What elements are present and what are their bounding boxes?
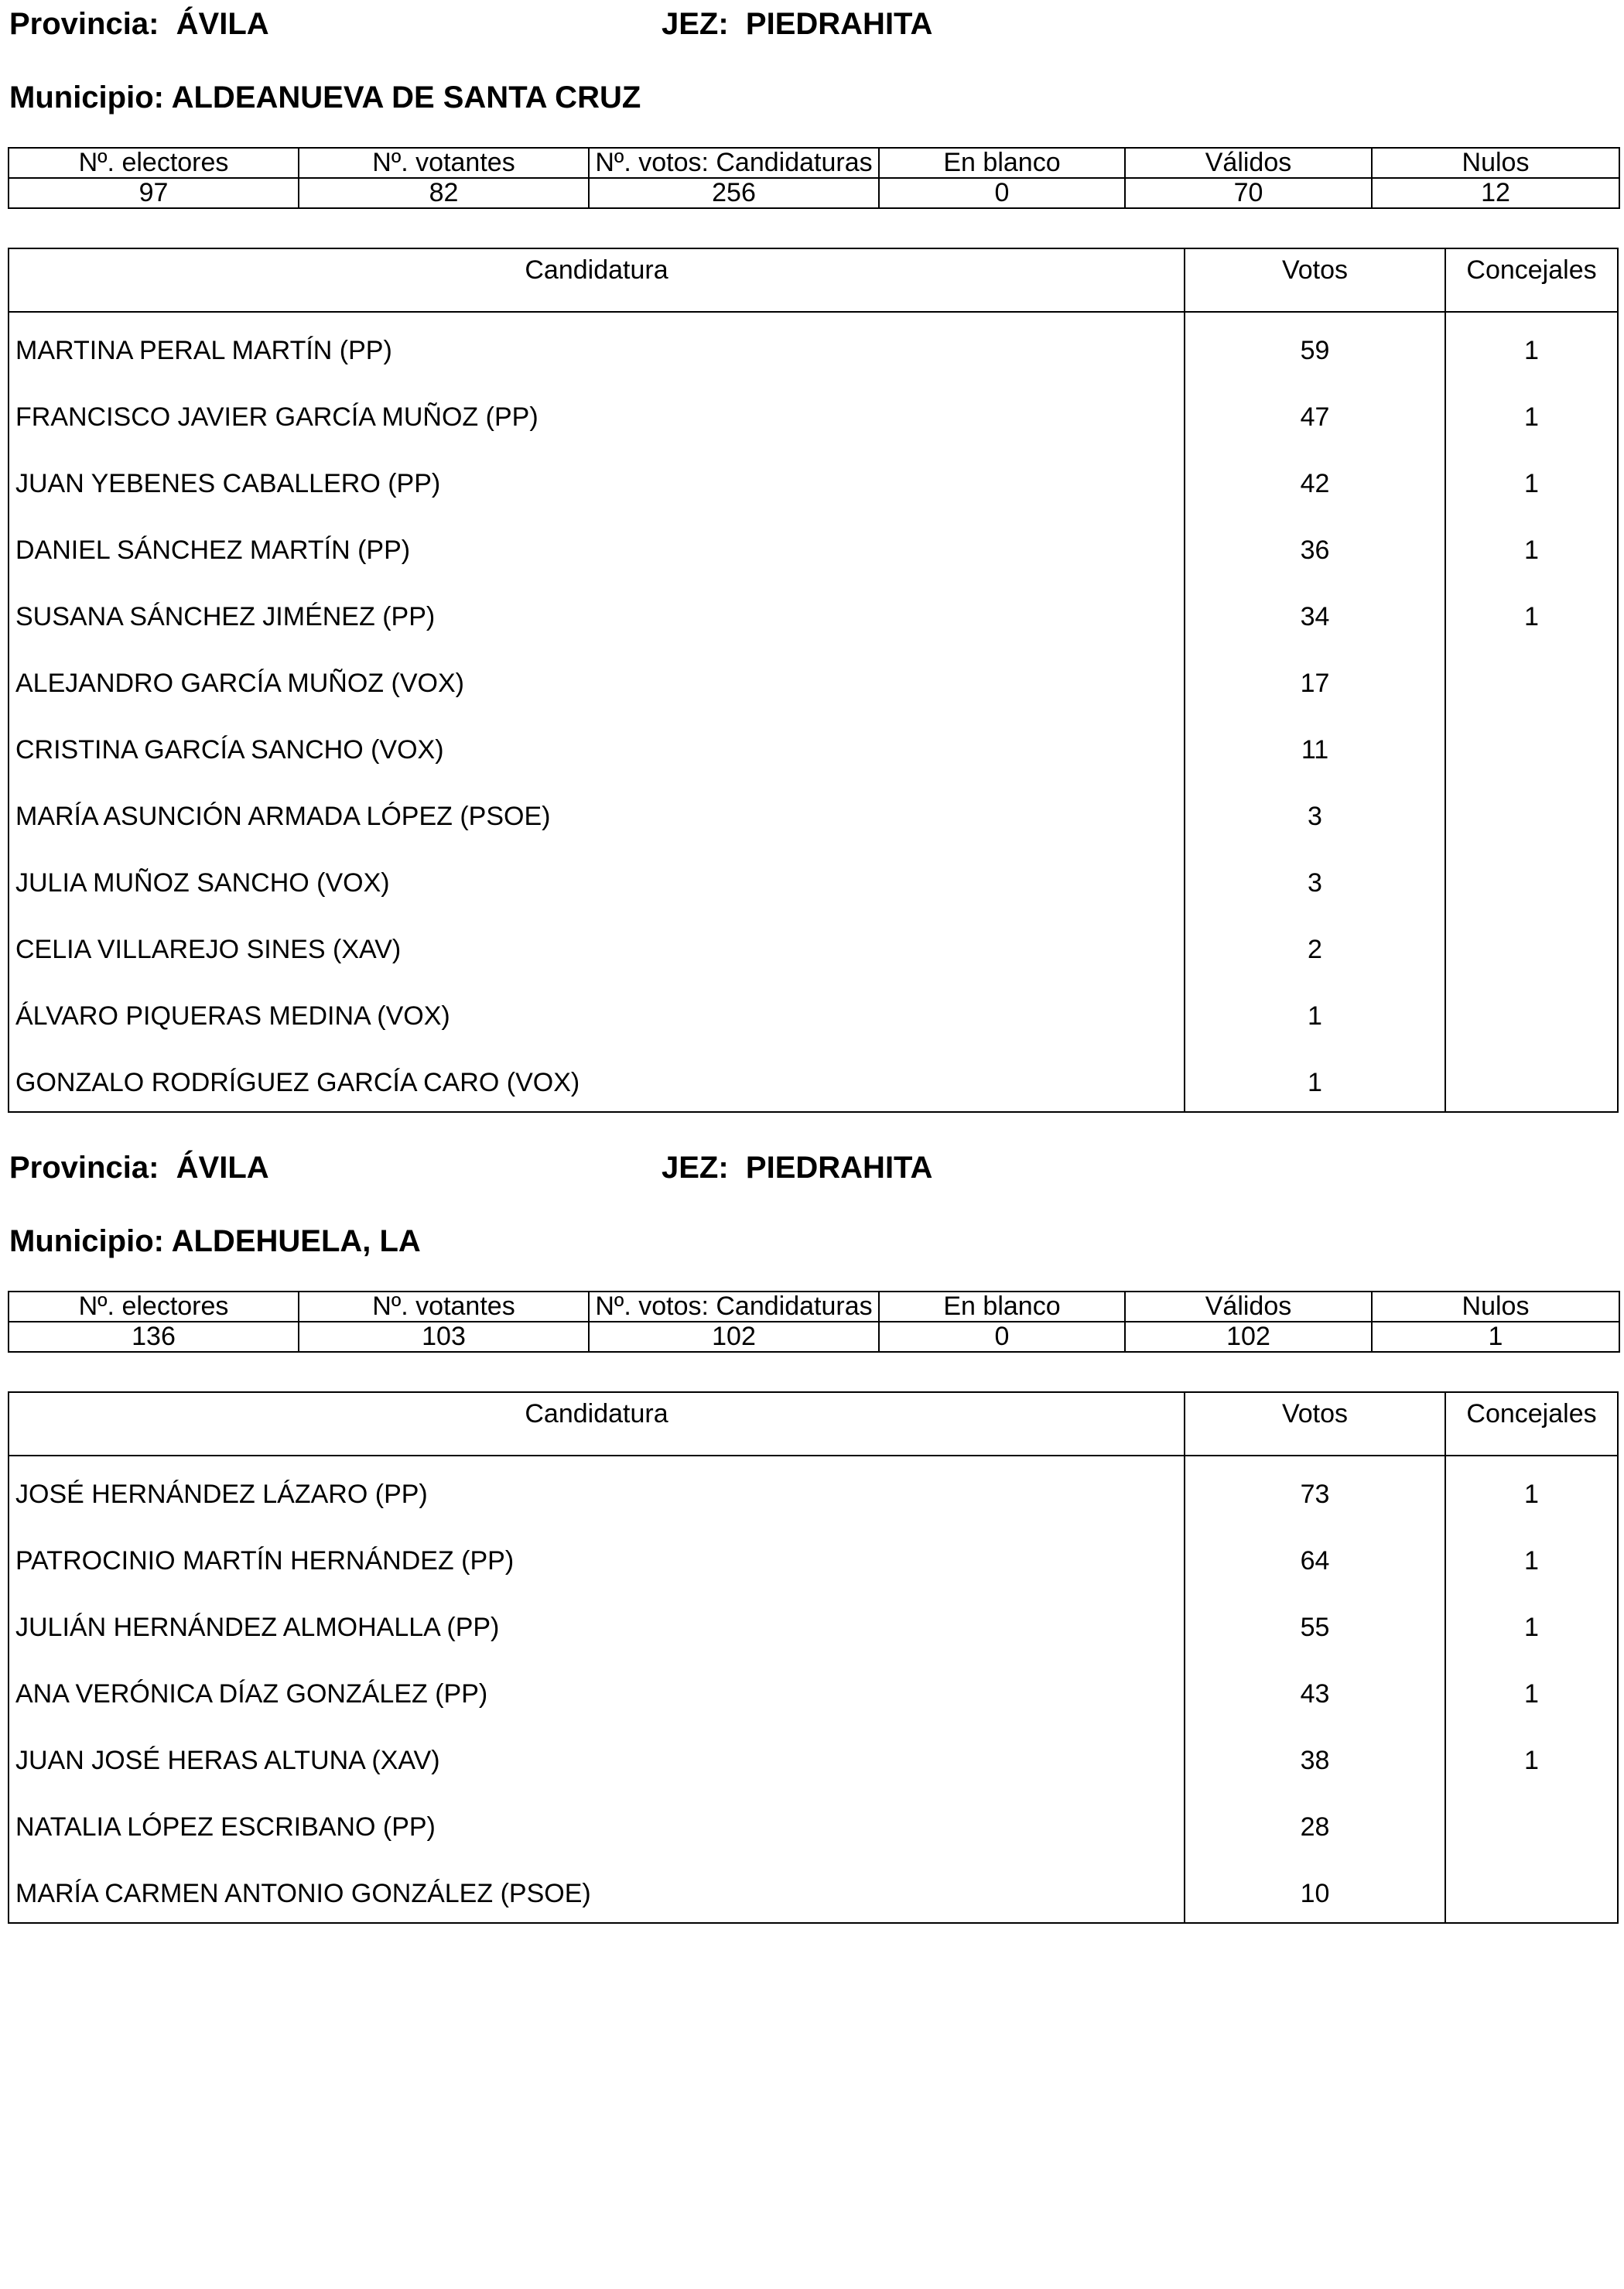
candidate-votos: 36: [1185, 512, 1446, 579]
summary-header-cell: Nº. votos: Candidaturas: [589, 1292, 879, 1322]
summary-header-cell: Válidos: [1125, 1292, 1372, 1322]
summary-value-cell: 82: [299, 178, 589, 208]
candidate-votos: 34: [1185, 579, 1446, 645]
candidate-row: [9, 645, 1617, 712]
candidate-row: [9, 1856, 1617, 1922]
summary-header-row: [9, 148, 1619, 178]
provincia-heading: [9, 6, 269, 42]
municipio-value: ALDEHUELA, LA: [171, 1224, 421, 1258]
summary-value-cell: 1: [1372, 1322, 1619, 1352]
candidate-concejales: 1: [1524, 1679, 1539, 1709]
candidate-concejales: [1446, 712, 1617, 778]
candidatura-header: Candidatura: [9, 249, 1185, 311]
summary-value-row: [9, 1322, 1619, 1352]
jez-heading: [662, 6, 932, 42]
summary-table: [8, 147, 1620, 209]
summary-header-cell: Nº. electores: [9, 148, 299, 178]
provincia-value: ÁVILA: [176, 7, 269, 41]
candidate-row: [9, 1589, 1617, 1656]
municipio-label: Municipio:: [9, 1224, 164, 1258]
summary-header-cell: Nº. votantes: [299, 148, 589, 178]
candidate-votos: 1: [1185, 978, 1446, 1045]
candidate-name: JOSÉ HERNÁNDEZ LÁZARO (PP): [9, 1456, 1185, 1523]
candidate-votos: 59: [1185, 313, 1446, 379]
candidate-name: JULIÁN HERNÁNDEZ ALMOHALLA (PP): [9, 1589, 1185, 1656]
candidate-votos: 64: [1185, 1523, 1446, 1589]
candidate-name: NATALIA LÓPEZ ESCRIBANO (PP): [9, 1789, 1185, 1856]
candidate-votos: 3: [1185, 778, 1446, 845]
municipio-heading: [9, 1223, 421, 1259]
candidate-row: [9, 379, 1617, 446]
summary-value-cell: 103: [299, 1322, 589, 1352]
candidate-votos: 55: [1185, 1589, 1446, 1656]
candidate-row: [9, 1789, 1617, 1856]
candidate-row: [9, 313, 1617, 379]
candidate-name: ALEJANDRO GARCÍA MUÑOZ (VOX): [9, 645, 1185, 712]
candidate-row: [9, 778, 1617, 845]
candidate-votos: 11: [1185, 712, 1446, 778]
summary-header-cell: Nulos: [1372, 148, 1619, 178]
candidate-votos: 17: [1185, 645, 1446, 712]
candidate-row: [9, 1656, 1617, 1723]
candidates-rows: [9, 1456, 1617, 1922]
candidate-row: [9, 579, 1617, 645]
summary-header-row: [9, 1292, 1619, 1322]
candidate-votos: 73: [1185, 1456, 1446, 1523]
candidate-name: FRANCISCO JAVIER GARCÍA MUÑOZ (PP): [9, 379, 1185, 446]
summary-value-cell: 256: [589, 178, 879, 208]
jez-value: PIEDRAHITA: [745, 1151, 933, 1185]
candidate-votos: 38: [1185, 1723, 1446, 1789]
candidate-name: SUSANA SÁNCHEZ JIMÉNEZ (PP): [9, 579, 1185, 645]
candidate-concejales: 1: [1524, 336, 1539, 365]
summary-value-cell: 70: [1125, 178, 1372, 208]
candidate-concejales: [1446, 1789, 1617, 1856]
candidatura-header: Candidatura: [9, 1393, 1185, 1455]
candidate-name: MARÍA ASUNCIÓN ARMADA LÓPEZ (PSOE): [9, 778, 1185, 845]
candidate-concejales: 1: [1524, 602, 1539, 631]
candidate-concejales: [1446, 645, 1617, 712]
candidate-concejales: 1: [1524, 1546, 1539, 1576]
candidate-row: [9, 1523, 1617, 1589]
municipio-label: Municipio:: [9, 80, 164, 115]
candidates-header-row: [9, 1393, 1617, 1456]
candidate-concejales: [1446, 1045, 1617, 1111]
candidate-concejales: 1: [1524, 1746, 1539, 1775]
jez-value: PIEDRAHITA: [745, 7, 933, 41]
municipio-heading: [9, 80, 641, 115]
summary-value-cell: 97: [9, 178, 299, 208]
candidate-concejales: [1446, 912, 1617, 978]
candidate-row: [9, 912, 1617, 978]
summary-value-cell: 0: [879, 1322, 1125, 1352]
candidate-votos: 2: [1185, 912, 1446, 978]
candidate-name: MARÍA CARMEN ANTONIO GONZÁLEZ (PSOE): [9, 1856, 1185, 1922]
result-section-2: [0, 1144, 1624, 2289]
summary-header-cell: En blanco: [879, 148, 1125, 178]
candidate-concejales: 1: [1524, 469, 1539, 498]
summary-value-cell: 0: [879, 178, 1125, 208]
summary-header-cell: Nº. electores: [9, 1292, 299, 1322]
candidate-name: ÁLVARO PIQUERAS MEDINA (VOX): [9, 978, 1185, 1045]
candidate-concejales: [1446, 778, 1617, 845]
candidate-concejales: [1446, 1856, 1617, 1922]
candidate-row: [9, 512, 1617, 579]
summary-value-cell: 102: [589, 1322, 879, 1352]
candidate-name: DANIEL SÁNCHEZ MARTÍN (PP): [9, 512, 1185, 579]
candidate-row: [9, 1045, 1617, 1111]
candidates-table: [8, 248, 1619, 1113]
summary-header-cell: Nº. votos: Candidaturas: [589, 148, 879, 178]
concejales-header: Concejales: [1466, 1399, 1597, 1428]
candidate-votos: 43: [1185, 1656, 1446, 1723]
jez-heading: [662, 1150, 932, 1186]
summary-header-cell: Nulos: [1372, 1292, 1619, 1322]
provincia-label: Provincia:: [9, 1151, 159, 1185]
provincia-label: Provincia:: [9, 7, 159, 41]
candidate-votos: 3: [1185, 845, 1446, 912]
summary-table: [8, 1291, 1620, 1353]
provincia-value: ÁVILA: [176, 1151, 269, 1185]
candidate-votos: 47: [1185, 379, 1446, 446]
candidates-header-row: [9, 249, 1617, 313]
candidate-row: [9, 712, 1617, 778]
provincia-heading: [9, 1150, 269, 1186]
summary-header-cell: En blanco: [879, 1292, 1125, 1322]
candidate-votos: 28: [1185, 1789, 1446, 1856]
summary-value-row: [9, 178, 1619, 208]
summary-header-cell: Válidos: [1125, 148, 1372, 178]
candidate-row: [9, 1456, 1617, 1523]
candidate-row: [9, 1723, 1617, 1789]
summary-value-cell: 136: [9, 1322, 299, 1352]
candidate-concejales: 1: [1524, 1613, 1539, 1642]
candidate-votos: 42: [1185, 446, 1446, 512]
candidate-row: [9, 978, 1617, 1045]
candidate-name: JULIA MUÑOZ SANCHO (VOX): [9, 845, 1185, 912]
candidates-table: [8, 1391, 1619, 1924]
candidate-name: CRISTINA GARCÍA SANCHO (VOX): [9, 712, 1185, 778]
municipio-value: ALDEANUEVA DE SANTA CRUZ: [171, 80, 641, 115]
jez-label: JEZ:: [662, 7, 729, 41]
candidate-row: [9, 446, 1617, 512]
candidate-votos: 10: [1185, 1856, 1446, 1922]
candidate-concejales: [1446, 845, 1617, 912]
candidates-rows: [9, 313, 1617, 1111]
jez-label: JEZ:: [662, 1151, 729, 1185]
candidate-concejales: 1: [1524, 1480, 1539, 1509]
candidate-name: PATROCINIO MARTÍN HERNÁNDEZ (PP): [9, 1523, 1185, 1589]
candidate-name: ANA VERÓNICA DÍAZ GONZÁLEZ (PP): [9, 1656, 1185, 1723]
votos-header: Votos: [1185, 249, 1446, 311]
candidate-name: CELIA VILLAREJO SINES (XAV): [9, 912, 1185, 978]
candidate-name: GONZALO RODRÍGUEZ GARCÍA CARO (VOX): [9, 1045, 1185, 1111]
candidate-votos: 1: [1185, 1045, 1446, 1111]
summary-value-cell: 102: [1125, 1322, 1372, 1352]
candidate-name: JUAN JOSÉ HERAS ALTUNA (XAV): [9, 1723, 1185, 1789]
summary-value-cell: 12: [1372, 178, 1619, 208]
candidate-concejales: 1: [1524, 535, 1539, 565]
candidate-name: JUAN YEBENES CABALLERO (PP): [9, 446, 1185, 512]
candidate-concejales: [1446, 978, 1617, 1045]
candidate-row: [9, 845, 1617, 912]
summary-header-cell: Nº. votantes: [299, 1292, 589, 1322]
candidate-name: MARTINA PERAL MARTÍN (PP): [9, 313, 1185, 379]
candidate-concejales: 1: [1524, 402, 1539, 432]
votos-header: Votos: [1185, 1393, 1446, 1455]
concejales-header: Concejales: [1466, 255, 1597, 285]
